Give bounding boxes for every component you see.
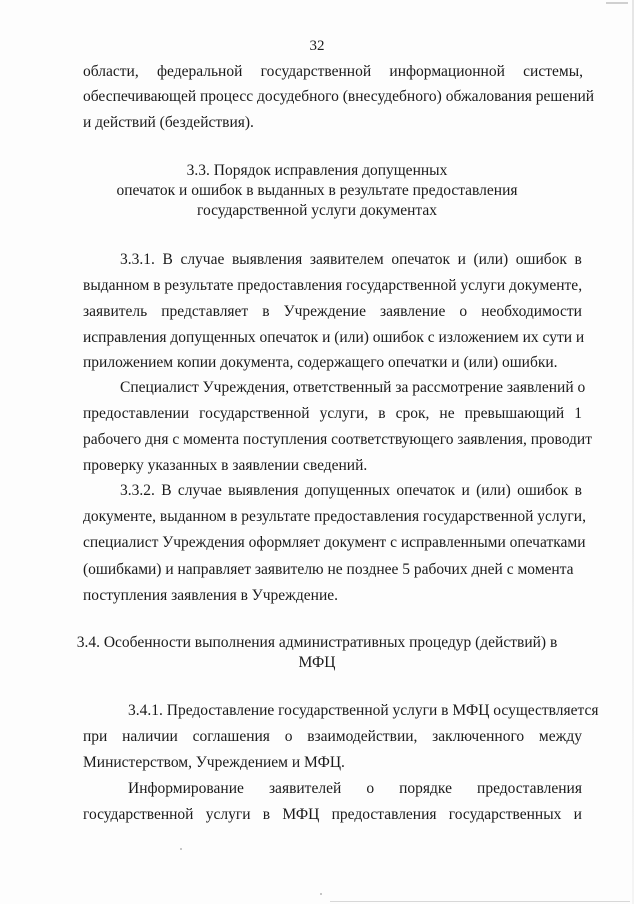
- word: области,: [83, 63, 139, 80]
- text-line: поступления заявления в Учреждение.: [83, 587, 339, 604]
- text-line: исправления допущенных опечаток и (или) ошибок с изложением их сути и: [83, 329, 585, 346]
- word: предоставления: [477, 780, 582, 797]
- text-line: обеспечивающей процесс досудебного (внесудебного) обжалования решений: [83, 88, 595, 105]
- word: услуги,: [319, 405, 369, 422]
- word: взаимодействии,: [307, 728, 418, 745]
- word: МФЦ: [282, 806, 320, 823]
- text-line: проверку указанных в заявлении сведений.: [83, 457, 368, 474]
- word: 3.3.2.: [120, 482, 155, 499]
- word: срок,: [395, 405, 430, 422]
- word: порядке: [399, 780, 452, 797]
- word: допущенных: [304, 482, 391, 499]
- scan-artifact-line: [330, 901, 630, 902]
- word: Учреждение: [283, 303, 366, 320]
- word: заключенного: [432, 728, 525, 745]
- word: государственной: [83, 806, 194, 823]
- word: опечаток: [391, 251, 450, 268]
- text-line: Специалист Учреждения, ответственный за рассмотрение заявлений о: [120, 379, 586, 396]
- word: заявителем: [309, 251, 384, 268]
- word: необходимости: [481, 303, 582, 320]
- word: В: [161, 482, 172, 499]
- word: государственных: [448, 806, 562, 823]
- word: заявитель: [83, 303, 148, 320]
- section-heading: 3.3. Порядок исправления допущенных: [186, 162, 448, 179]
- text-line: [83, 727, 582, 747]
- word: государственной: [199, 405, 310, 422]
- text-line: приложением копии документа, содержащего опечатки и (или) ошибки.: [83, 354, 558, 371]
- section-heading: опечаток и ошибок в выданных в результате предоставления: [116, 182, 518, 199]
- word: в: [574, 482, 582, 499]
- text-line: [83, 404, 582, 424]
- section-heading: 3.4. Особенности выполнения административных процедур (действий) в: [76, 634, 558, 651]
- word: представляет: [161, 303, 249, 320]
- word: системы,: [523, 63, 583, 80]
- word: федеральной: [156, 63, 243, 80]
- word: 3.3.1.: [120, 251, 155, 268]
- word: в: [262, 303, 270, 320]
- word: между: [538, 728, 582, 745]
- word: случае: [177, 482, 222, 499]
- word: превышающий: [464, 405, 565, 422]
- section-heading: государственной услуги документах: [196, 202, 438, 219]
- text-line: (ошибками) и направляет заявителю не позднее 5 рабочих дней с момента: [83, 561, 574, 578]
- word: (или): [473, 251, 509, 268]
- word: и: [457, 251, 466, 268]
- word: о: [284, 728, 293, 745]
- text-line: выданном в результате предоставления государственной услуги документе,: [83, 277, 583, 294]
- word: услуги: [205, 806, 251, 823]
- text-line: [128, 779, 582, 799]
- word: о: [459, 303, 468, 320]
- word: при: [83, 728, 108, 745]
- word: опечаток: [396, 482, 456, 499]
- word: выявления: [228, 482, 299, 499]
- word: государственной: [260, 63, 372, 80]
- word: наличии: [122, 728, 178, 745]
- word: и: [461, 482, 470, 499]
- text-line: [83, 805, 582, 825]
- text-line: [83, 62, 583, 82]
- word: ошибок: [515, 251, 567, 268]
- word: заявление: [380, 303, 446, 320]
- scan-speck: [180, 848, 182, 850]
- word: не: [439, 405, 455, 422]
- word: (или): [476, 482, 511, 499]
- word: заявителей: [268, 780, 342, 797]
- text-line: 3.4.1. Предоставление государственной услуги в МФЦ осуществляется: [128, 702, 599, 719]
- word: ошибок: [517, 482, 569, 499]
- word: в: [378, 405, 386, 422]
- word: предоставлении: [83, 405, 190, 422]
- text-line: документе, выданном в результате предоставления государственной услуги,: [83, 508, 586, 525]
- word: и: [573, 806, 582, 823]
- word: в: [574, 251, 582, 268]
- scan-speck: [320, 893, 322, 895]
- word: соглашения: [192, 728, 270, 745]
- text-line: специалист Учреждения оформляет документ с исправленными опечатками: [83, 534, 586, 551]
- text-line: рабочего дня с момента поступления соответствующего заявления, проводит: [83, 431, 592, 448]
- word: 1: [574, 405, 582, 422]
- word: информационной: [389, 63, 505, 80]
- word: предоставления: [331, 806, 437, 823]
- word: о: [366, 780, 375, 797]
- word: Информирование: [128, 780, 244, 797]
- text-line: и действий (бездействия).: [83, 114, 254, 131]
- page-number: 32: [309, 38, 325, 54]
- section-heading: МФЦ: [298, 654, 336, 671]
- word: выявления: [231, 251, 303, 268]
- word: В: [162, 251, 173, 268]
- word: в: [262, 806, 271, 823]
- scan-mark: [606, 2, 628, 4]
- word: случае: [180, 251, 225, 268]
- text-line: [120, 250, 582, 270]
- text-line: [83, 302, 582, 322]
- text-line: Министерством, Учреждением и МФЦ.: [83, 754, 345, 771]
- text-line: [120, 481, 582, 501]
